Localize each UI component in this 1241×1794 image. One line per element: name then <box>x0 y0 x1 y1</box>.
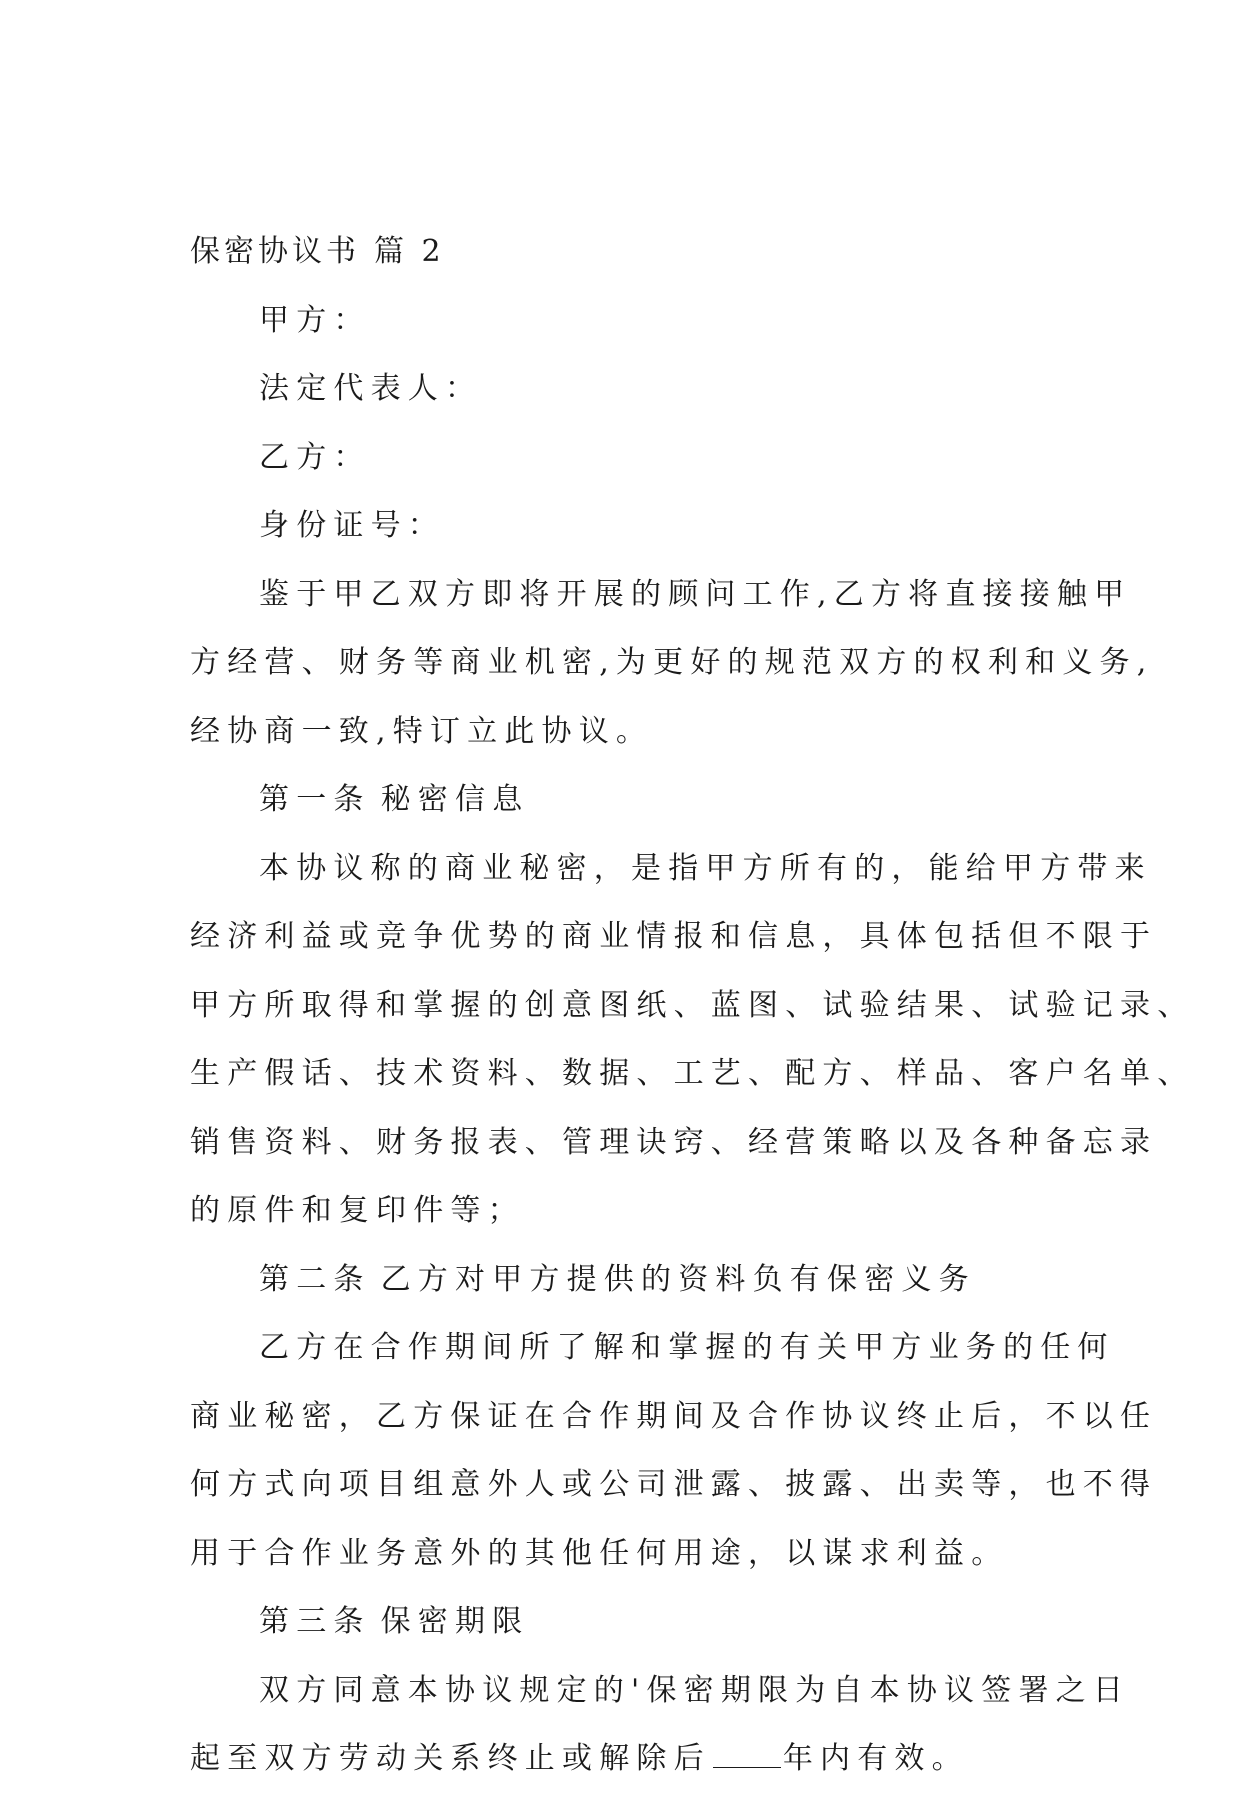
title-subtitle: 篇 2 <box>374 234 445 269</box>
article3-line-start: 起至双方劳动关系终止或解除后 <box>190 1741 711 1776</box>
article1-line: 甲方所取得和掌握的创意图纸、蓝图、试验结果、试验记录、 <box>190 987 1195 1023</box>
article3-line <box>190 1725 1055 1794</box>
article3-number: 第三条 <box>259 1604 371 1639</box>
article3-heading <box>190 1588 1055 1657</box>
article3-line-end: 年内有效。 <box>782 1741 969 1776</box>
article1-number: 第一条 <box>259 782 371 817</box>
title-text: 保密协议书 <box>190 234 360 269</box>
article1-line: 销售资料、财务报表、管理诀窍、经营策略以及各种备忘录 <box>190 1124 1158 1160</box>
document-title <box>190 218 1055 287</box>
article1-heading <box>190 766 1055 835</box>
article1-line: 本协议称的商业秘密，是指甲方所有的，能给甲方带来 <box>259 850 1152 886</box>
article2-line: 乙方在合作期间所了解和掌握的有关甲方业务的任何 <box>259 1330 1115 1365</box>
party-b-label: 乙方： <box>259 439 371 475</box>
article2-line: 何方式向项目组意外人或公司泄露、披露、出卖等，也不得 <box>190 1467 1158 1502</box>
article1-line: 生产假话、技术资料、数据、工艺、配方、样品、客户名单、 <box>190 1056 1195 1091</box>
article2-line: 用于合作业务意外的其他任何用途，以谋求利益。 <box>190 1535 1009 1571</box>
preamble-line: 经协商一致,特订立此协议。 <box>190 713 654 749</box>
article2-heading <box>190 1246 1055 1315</box>
article3-line: 双方同意本协议规定的'保密期限为自本协议签署之日 <box>259 1672 1131 1708</box>
article1-paragraph <box>190 835 1195 1246</box>
article1-line: 的原件和复印件等； <box>190 1193 525 1228</box>
fill-in-blank <box>713 1747 781 1768</box>
article2-line: 商业秘密，乙方保证在合作期间及合作协议终止后，不以任 <box>190 1398 1158 1434</box>
preamble-line: 鉴于甲乙双方即将开展的顾问工作,乙方将直接接触甲 <box>259 576 1132 612</box>
id-number-label: 身份证号： <box>259 508 445 543</box>
article3-paragraph <box>190 1657 1131 1794</box>
document-page <box>190 218 1195 1794</box>
preamble-paragraph <box>190 561 1154 767</box>
legal-rep-label: 法定代表人： <box>259 371 483 406</box>
article2-number: 第二条 <box>259 1261 371 1297</box>
article1-title: 秘密信息 <box>380 782 530 817</box>
article2-paragraph <box>190 1314 1158 1588</box>
party-a-label: 甲方： <box>259 302 371 338</box>
article3-title: 保密期限 <box>380 1604 530 1639</box>
preamble-line: 方经营、财务等商业机密,为更好的规范双方的权利和义务, <box>190 645 1154 680</box>
article1-line: 经济利益或竞争优势的商业情报和信息，具体包括但不限于 <box>190 919 1158 954</box>
article2-title: 乙方对甲方提供的资料负有保密义务 <box>380 1261 976 1297</box>
